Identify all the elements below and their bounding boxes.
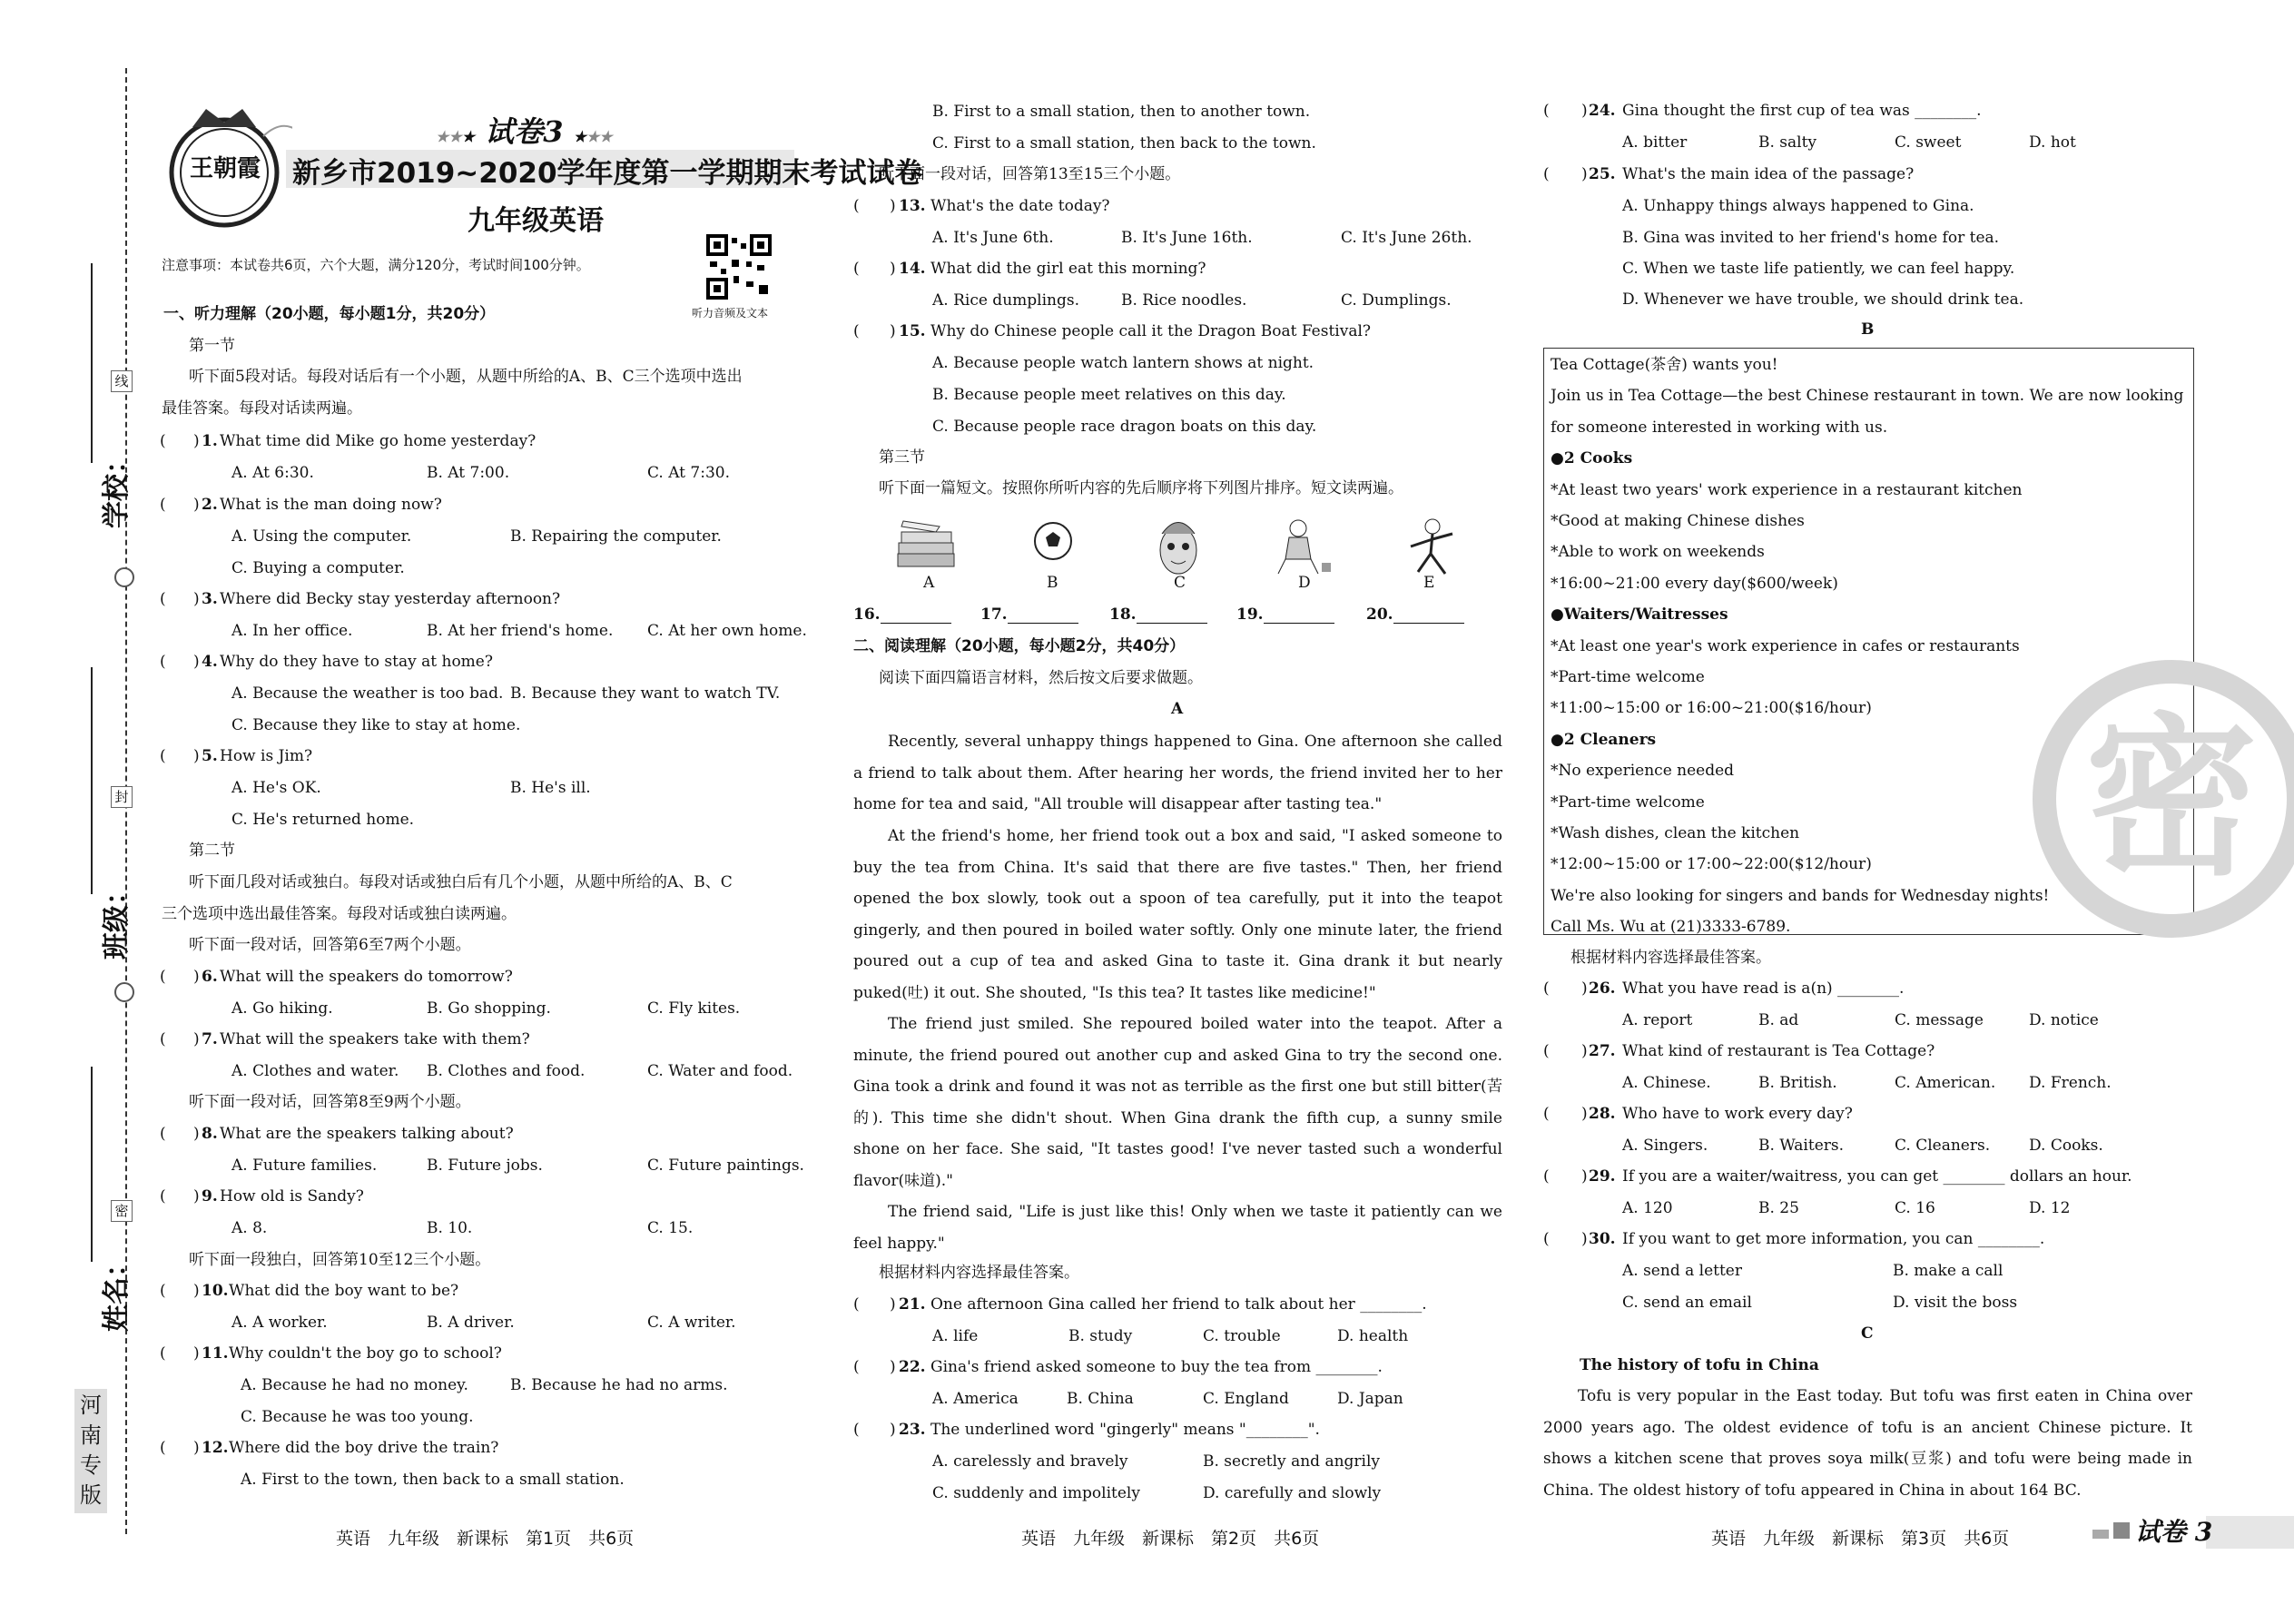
picture-football: [1030, 516, 1076, 569]
question-number: 27.: [1589, 1042, 1616, 1060]
answer-option[interactable]: C. message: [1895, 1011, 1984, 1029]
answer-bracket-close: ): [193, 747, 200, 765]
order-blank[interactable]: [881, 623, 951, 624]
question-number: 30.: [1589, 1230, 1616, 1248]
star-icon: ★: [599, 128, 613, 145]
answer-option[interactable]: D. notice: [2029, 1011, 2099, 1029]
question-text: What did the girl eat this morning?: [930, 260, 1206, 278]
answer-option[interactable]: A. Unhappy things always happened to Gina.: [1622, 197, 1974, 215]
ad-line: *12:00~15:00 or 17:00~22:00($12/hour): [1551, 855, 1872, 874]
answer-bracket-open[interactable]: (: [160, 1187, 166, 1206]
answer-bracket-open[interactable]: (: [1543, 165, 1550, 183]
page-footer-1: 英语 九年级 新课标 第1页 共6页: [336, 1529, 635, 1549]
passage-paragraph: The friend said, "Life is just like this! Only when we taste it patiently can we feel happy.": [853, 1203, 1502, 1253]
answer-option[interactable]: B. Gina was invited to her friend's home for tea.: [1622, 229, 2000, 247]
answer-bracket-close: ): [193, 590, 200, 608]
section2-heading: 二、阅读理解（20小题，每小题2分，共40分）: [853, 637, 1186, 655]
question-text: Gina thought the first cup of tea was ________.: [1622, 102, 1982, 120]
answer-option[interactable]: D. visit the boss: [1893, 1294, 2018, 1312]
passage-label: A: [1171, 700, 1184, 718]
question-text: What did the boy want to be?: [229, 1282, 459, 1300]
answer-option[interactable]: D. 12: [2029, 1199, 2071, 1217]
ad-line: ●Waiters/Waitresses: [1551, 605, 1728, 625]
ad-line: *Wash dishes, clean the kitchen: [1551, 824, 1800, 842]
answer-bracket-close: ): [193, 1125, 200, 1143]
answer-option[interactable]: D. hot: [2029, 133, 2076, 152]
answer-option[interactable]: A. 8.: [231, 1219, 268, 1237]
edition-char: 专: [80, 1452, 102, 1478]
answer-bracket-open[interactable]: (: [160, 968, 166, 986]
answer-option[interactable]: B. It's June 16th.: [1121, 229, 1253, 247]
answer-bracket-open[interactable]: (: [160, 1125, 166, 1143]
answer-option[interactable]: C. Because people race dragon boats on this day.: [932, 418, 1317, 436]
question-text: What you have read is a(n) ________.: [1622, 979, 1905, 998]
passage-title: The history of tofu in China: [1580, 1356, 1819, 1374]
order-number: 17.: [980, 605, 1008, 624]
listening-sub-instruction: 听下面一段独白，回答第10至12三个小题。: [189, 1251, 491, 1269]
answer-option[interactable]: A. report: [1622, 1011, 1693, 1029]
question-number: 21.: [899, 1295, 926, 1314]
question-text: If you want to get more information, you can ________.: [1622, 1230, 2045, 1248]
order-blank[interactable]: [1137, 623, 1207, 624]
ad-line: ●2 Cooks: [1551, 449, 1633, 468]
answer-option[interactable]: A. First to the town, then back to a small station.: [241, 1471, 625, 1489]
edition-char: 南: [80, 1422, 102, 1448]
answer-bracket-close: ): [193, 653, 200, 671]
question-text: Why couldn't the boy go to school?: [229, 1344, 502, 1363]
answer-bracket-open[interactable]: (: [160, 1282, 166, 1300]
answer-bracket-close: ): [1581, 1167, 1588, 1186]
football-icon: [1030, 516, 1076, 566]
question-text: What will the speakers do tomorrow?: [220, 968, 513, 986]
answer-bracket-close: ): [193, 432, 200, 450]
answer-option[interactable]: C. Buying a computer.: [231, 559, 405, 577]
answer-bracket-open[interactable]: (: [1543, 102, 1550, 120]
answer-option[interactable]: A. 120: [1622, 1199, 1673, 1217]
order-blank[interactable]: [1264, 623, 1334, 624]
page-footer-3: 英语 九年级 新课标 第3页 共6页: [1711, 1529, 2010, 1549]
picture-letter: C: [1174, 574, 1186, 592]
answer-option[interactable]: B. China: [1067, 1390, 1134, 1408]
question-number: 22.: [899, 1358, 926, 1376]
answer-option[interactable]: B. He's ill.: [510, 779, 591, 797]
answer-option[interactable]: A. He's OK.: [231, 779, 321, 797]
answer-option[interactable]: B. ad: [1758, 1011, 1799, 1029]
passage-paragraph: At the friend's home, her friend took out a box and said, "I asked someone to buy the tea from China. It's said that there are five tastes." Then, her friend opened the box slowly, took out a spoon of tea carefully, put it into the teapot gingerly, and then poured in boiled water softly. Only one minute later, the friend poured out a cup of tea and asked Gina to taste it. Gina drank it but nearly puked(吐) it out. She shouted, "Is this tea? It tastes like medicine!": [853, 827, 1502, 1002]
exam-notes: 注意事项：本试卷共6页，六个大题，满分120分，考试时间100分钟。: [162, 257, 590, 273]
question-number: 24.: [1589, 102, 1616, 120]
star-icon: ★: [573, 128, 586, 145]
binding-mark-line: 线: [111, 370, 133, 392]
star-icon: ★: [448, 128, 462, 145]
answer-option[interactable]: D. Cooks.: [2029, 1137, 2103, 1155]
question-text: Who have to work every day?: [1622, 1105, 1853, 1123]
part3-instructions: 听下面一篇短文。按照你所听内容的先后顺序将下列图片排序。短文读两遍。: [879, 479, 1403, 497]
answer-bracket-close: ): [193, 496, 200, 514]
question-number: 4.: [202, 653, 218, 671]
corner-label-text: 试卷: [2135, 1517, 2187, 1547]
answer-bracket-open[interactable]: (: [853, 197, 860, 215]
answer-option[interactable]: C. Because they like to stay at home.: [231, 716, 521, 734]
question-text: What kind of restaurant is Tea Cottage?: [1622, 1042, 1935, 1060]
question-number: 8.: [202, 1125, 218, 1143]
ad-line: *16:00~21:00 every day($600/week): [1551, 574, 1838, 593]
section1-heading: 一、听力理解（20小题，每小题1分，共20分）: [163, 305, 496, 323]
corner-bar: [2206, 1516, 2294, 1549]
answer-bracket-open[interactable]: (: [853, 1358, 860, 1376]
question-text: The underlined word "gingerly" means "________".: [930, 1421, 1320, 1439]
answer-option[interactable]: B. 10.: [427, 1219, 473, 1237]
answer-bracket-open[interactable]: (: [1543, 1167, 1550, 1186]
ad-line: *11:00~15:00 or 16:00~21:00($16/hour): [1551, 699, 1872, 718]
part2-instructions-cont: 三个选项中选出最佳答案。每段对话或独白读两遍。: [162, 905, 517, 923]
answer-option[interactable]: C. trouble: [1203, 1327, 1281, 1345]
question-number: 7.: [202, 1030, 218, 1048]
ad-line: *Part-time welcome: [1551, 668, 1705, 686]
answer-bracket-close: ): [193, 1187, 200, 1206]
page-footer-2: 英语 九年级 新课标 第2页 共6页: [1021, 1529, 1320, 1549]
answer-option[interactable]: C. At her own home.: [647, 622, 807, 640]
passage-label: B: [1861, 320, 1875, 339]
answer-option[interactable]: C. 15.: [647, 1219, 694, 1237]
answer-option[interactable]: B. make a call: [1893, 1262, 2004, 1280]
question-number: 12.: [202, 1439, 229, 1457]
listening-sub-instruction: 听下面一段对话，回答第8至9两个小题。: [189, 1093, 471, 1111]
passage-paragraph: Recently, several unhappy things happened to Gina. One afternoon she called a friend to talk about them. After hearing her words, the friend invited her to her home for tea and said, "All trouble will disappear after tasting tea.": [853, 733, 1502, 814]
answer-bracket-open[interactable]: (: [853, 1421, 860, 1439]
question-number: 29.: [1589, 1167, 1616, 1186]
man-sitting-icon: [1271, 516, 1339, 579]
part1-instructions: 听下面5段对话。每段对话后有一个小题，从题中所给的A、B、C三个选项中选出: [189, 368, 743, 386]
question-text: How old is Sandy?: [220, 1187, 364, 1206]
answer-option[interactable]: B. At her friend's home.: [427, 622, 614, 640]
answer-option[interactable]: B. Go shopping.: [427, 999, 551, 1018]
ad-line: *At least two years' work experience in a restaurant kitchen: [1551, 480, 2023, 499]
answer-option[interactable]: C. England: [1203, 1390, 1289, 1408]
choose-instruction: 根据材料内容选择最佳答案。: [879, 1264, 1079, 1282]
question-number: 13.: [899, 197, 926, 215]
ad-line: *No experience needed: [1551, 762, 1735, 781]
confidential-watermark: [2026, 654, 2294, 944]
part1-instructions-cont: 最佳答案。每段对话读两遍。: [162, 399, 362, 418]
answer-option[interactable]: A. Because the weather is too bad.: [231, 684, 504, 703]
answer-option[interactable]: A. Using the computer.: [231, 527, 412, 546]
question-text: One afternoon Gina called her friend to talk about her ________.: [930, 1295, 1427, 1314]
order-number: 19.: [1236, 605, 1264, 624]
answer-bracket-close: ): [890, 322, 896, 340]
answer-bracket-open[interactable]: (: [1543, 1230, 1550, 1248]
answer-option[interactable]: D. Whenever we have trouble, we should drink tea.: [1622, 290, 2024, 309]
answer-bracket-open[interactable]: (: [160, 1439, 166, 1457]
edition-char: 河: [80, 1393, 102, 1418]
question-text: What's the date today?: [930, 197, 1110, 215]
question-text: Where did the boy drive the train?: [229, 1439, 499, 1457]
answer-bracket-close: ): [1581, 1042, 1588, 1060]
passage-label: C: [1861, 1324, 1874, 1343]
answer-option[interactable]: A. It's June 6th.: [932, 229, 1054, 247]
question-number: 5.: [202, 747, 218, 765]
answer-option[interactable]: B. Repairing the computer.: [510, 527, 722, 546]
question-number: 14.: [899, 260, 926, 278]
answer-option[interactable]: D. health: [1337, 1327, 1409, 1345]
question-text: What's the main idea of the passage?: [1622, 165, 1915, 183]
picture-books: [894, 516, 958, 576]
answer-option[interactable]: C. 16: [1895, 1199, 1935, 1217]
question-number: 15.: [899, 322, 926, 340]
binding-mark-secret: 密: [111, 1200, 133, 1222]
paper-number-label: [436, 109, 613, 151]
answer-bracket-close: ): [193, 1282, 200, 1300]
binding-mark-seal: 封: [111, 786, 133, 808]
question-text: What will the speakers take with them?: [220, 1030, 530, 1048]
answer-option[interactable]: C. It's June 26th.: [1341, 229, 1472, 247]
answer-bracket-close: ): [193, 1439, 200, 1457]
answer-option[interactable]: C. American.: [1895, 1074, 1996, 1092]
question-number: 1.: [202, 432, 218, 450]
answer-bracket-open[interactable]: (: [1543, 1042, 1550, 1060]
answer-option[interactable]: A. In her office.: [231, 622, 353, 640]
ad-line: *Part-time welcome: [1551, 792, 1705, 812]
listening-sub-instruction: 听下面一段对话，回答第6至7两个小题。: [189, 936, 471, 954]
answer-option[interactable]: B. At 7:00.: [427, 464, 510, 482]
answer-option[interactable]: A. send a letter: [1622, 1262, 1742, 1280]
answer-option[interactable]: B. British.: [1758, 1074, 1837, 1092]
name-label: 姓名：: [101, 1250, 133, 1332]
answer-bracket-close: ): [890, 1421, 896, 1439]
order-number: 16.: [853, 605, 881, 624]
answer-option[interactable]: C. send an email: [1622, 1294, 1752, 1312]
answer-option[interactable]: C. Because he was too young.: [241, 1408, 474, 1426]
answer-option[interactable]: A. Because he had no money.: [241, 1376, 468, 1394]
question-text: What are the speakers talking about?: [220, 1125, 514, 1143]
qr-caption: 听力音频及文本: [692, 307, 769, 320]
answer-option[interactable]: A. Chinese.: [1622, 1074, 1711, 1092]
answer-option[interactable]: C. Fly kites.: [647, 999, 741, 1018]
opera-mask-icon: [1151, 516, 1206, 579]
edition-char: 版: [80, 1482, 102, 1508]
answer-bracket-close: ): [193, 1030, 200, 1048]
question-number: 2.: [202, 496, 218, 514]
answer-bracket-open[interactable]: (: [853, 1295, 860, 1314]
question-number: 11.: [202, 1344, 229, 1363]
answer-option[interactable]: C. First to a small station, then back to the town.: [932, 134, 1316, 153]
part2-instructions: 听下面几段对话或独白。每段对话或独白后有几个小题，从题中所给的A、B、C: [189, 873, 733, 891]
question-number: 10.: [202, 1282, 229, 1300]
answer-bracket-close: ): [1581, 1230, 1588, 1248]
answer-option[interactable]: C. Dumplings.: [1341, 291, 1452, 310]
watermark-char: 密: [2084, 698, 2259, 899]
answer-bracket-close: ): [1581, 979, 1588, 998]
answer-option[interactable]: C. suddenly and impolitely: [932, 1484, 1140, 1502]
answer-bracket-close: ): [890, 1295, 896, 1314]
answer-option[interactable]: B. Because he had no arms.: [510, 1376, 728, 1394]
answer-option[interactable]: B. Rice noodles.: [1121, 291, 1247, 310]
listening-sub-instruction: 听下面一段对话，回答第13至15三个小题。: [879, 165, 1181, 183]
answer-bracket-close: ): [1581, 165, 1588, 183]
answer-option[interactable]: B. Because people meet relatives on this day.: [932, 386, 1286, 404]
question-number: 3.: [202, 590, 218, 608]
answer-option[interactable]: C. At 7:30.: [647, 464, 731, 482]
ad-line: Join us in Tea Cottage—the best Chinese restaurant in town. We are now looking: [1551, 387, 2184, 406]
question-text: How is Jim?: [220, 747, 313, 765]
exam-title: 新乡市2019~2020学年度第一学期期末考试试卷: [292, 157, 923, 190]
paper-label: 试卷: [485, 114, 544, 149]
corner-deco: [2113, 1522, 2130, 1539]
answer-option[interactable]: C. A writer.: [647, 1314, 736, 1332]
corner-number: 3: [2194, 1517, 2213, 1547]
answer-bracket-close: ): [1581, 102, 1588, 120]
answer-bracket-close: ): [890, 197, 896, 215]
answer-bracket-open[interactable]: (: [160, 1030, 166, 1048]
answer-option[interactable]: C. When we taste life patiently, we can feel happy.: [1622, 260, 2015, 278]
answer-option[interactable]: D. carefully and slowly: [1203, 1484, 1382, 1502]
binding-hole: [114, 567, 134, 587]
answer-option[interactable]: A. A worker.: [231, 1314, 328, 1332]
answer-option[interactable]: B. study: [1068, 1327, 1133, 1345]
part3-heading: 第三节: [879, 448, 925, 467]
answer-option[interactable]: D. French.: [2029, 1074, 2112, 1092]
ad-line: Tea Cottage(茶舍) wants you!: [1551, 356, 1778, 374]
order-number: 20.: [1366, 605, 1393, 624]
choose-instruction: 根据材料内容选择最佳答案。: [1570, 949, 1771, 967]
logo-text: 王朝霞: [189, 155, 261, 182]
edition-tag: [74, 1389, 107, 1513]
answer-option[interactable]: A. America: [932, 1390, 1019, 1408]
books-icon: [894, 516, 958, 572]
answer-option[interactable]: B. Future jobs.: [427, 1156, 543, 1175]
question-number: 26.: [1589, 979, 1616, 998]
answer-bracket-open[interactable]: (: [160, 653, 166, 671]
ad-line: We're also looking for singers and bands for Wednesday nights!: [1551, 886, 2050, 905]
answer-bracket-close: ): [890, 260, 896, 278]
class-line: [91, 667, 93, 894]
question-number: 23.: [899, 1421, 926, 1439]
answer-option[interactable]: B. Waiters.: [1758, 1137, 1845, 1155]
answer-bracket-close: ): [1581, 1105, 1588, 1123]
answer-option[interactable]: A. life: [932, 1327, 979, 1345]
answer-option[interactable]: A. Future families.: [231, 1156, 378, 1175]
answer-option[interactable]: B. 25: [1758, 1199, 1799, 1217]
answer-bracket-open[interactable]: (: [853, 260, 860, 278]
picture-letter: B: [1047, 574, 1058, 592]
answer-bracket-close: ): [890, 1358, 896, 1376]
answer-bracket-open[interactable]: (: [853, 322, 860, 340]
answer-option[interactable]: A. Because people watch lantern shows at night.: [932, 354, 1314, 372]
corner-deco: [2092, 1530, 2109, 1539]
picture-letter: D: [1298, 574, 1311, 592]
question-text: Where did Becky stay yesterday afternoon?: [220, 590, 561, 608]
section2-instructions: 阅读下面四篇语言材料，然后按文后要求做题。: [879, 669, 1203, 687]
answer-option[interactable]: C. Future paintings.: [647, 1156, 804, 1175]
answer-option[interactable]: C. sweet: [1895, 133, 1962, 152]
question-text: Why do they have to stay at home?: [220, 653, 493, 671]
answer-option[interactable]: A. Go hiking.: [231, 999, 333, 1018]
question-number: 28.: [1589, 1105, 1616, 1123]
order-blank[interactable]: [1393, 623, 1464, 624]
name-line: [91, 1067, 93, 1262]
answer-bracket-open[interactable]: (: [1543, 979, 1550, 998]
school-label: 学校：: [101, 447, 133, 528]
answer-option[interactable]: B. Clothes and food.: [427, 1062, 586, 1080]
answer-bracket-open[interactable]: (: [160, 590, 166, 608]
answer-bracket-open[interactable]: (: [160, 1344, 166, 1363]
answer-option[interactable]: B. Because they want to watch TV.: [510, 684, 781, 703]
part2-heading: 第二节: [189, 842, 235, 860]
order-number: 18.: [1109, 605, 1137, 624]
question-text: What time did Mike go home yesterday?: [220, 432, 537, 450]
ad-line: *Good at making Chinese dishes: [1551, 512, 1805, 530]
answer-option[interactable]: A. Rice dumplings.: [932, 291, 1079, 310]
ad-line: *At least one year's work experience in cafes or restaurants: [1551, 636, 2020, 655]
answer-bracket-open[interactable]: (: [160, 747, 166, 765]
answer-option[interactable]: B. A driver.: [427, 1314, 515, 1332]
class-label: 班级：: [101, 878, 133, 960]
question-number: 25.: [1589, 165, 1616, 183]
passage-paragraph: The friend just smiled. She repoured boiled water into the teapot. After a minute, the friend poured out another cup and asked Gina to try the second one. Gina took a drink and found it was not as terrible as the first one but still bitter(苦的). This time she didn't shout. When Gina drank the fifth cup, a sunny smile shone on her face. She said, "It tastes good! I've never tasted such a wonderful flavor(味道).": [853, 1015, 1502, 1190]
answer-option[interactable]: A. Clothes and water.: [231, 1062, 399, 1080]
answer-bracket-close: ): [193, 968, 200, 986]
answer-option[interactable]: A. Singers.: [1622, 1137, 1708, 1155]
school-line: [91, 263, 93, 463]
answer-option[interactable]: D. Japan: [1337, 1390, 1403, 1408]
answer-option[interactable]: A. At 6:30.: [231, 464, 314, 482]
star-icon: ★: [586, 128, 600, 145]
question-text: Why do Chinese people call it the Dragon Boat Festival?: [930, 322, 1372, 340]
part1-heading: 第一节: [189, 337, 235, 355]
question-text: Gina's friend asked someone to buy the tea from ________.: [930, 1358, 1383, 1376]
binding-hole: [114, 982, 134, 1002]
question-text: If you are a waiter/waitress, you can get ________ dollars an hour.: [1622, 1167, 2132, 1186]
picture-letter: E: [1423, 574, 1435, 592]
answer-bracket-open[interactable]: (: [160, 432, 166, 450]
answer-bracket-open[interactable]: (: [160, 496, 166, 514]
answer-option[interactable]: C. Water and food.: [647, 1062, 793, 1080]
passage-paragraph: Tofu is very popular in the East today. But tofu was first eaten in China over 2000 years ago. The oldest evidence of tofu is an ancient Chinese picture. It shows a kitchen scene that proves soya milk(豆浆) and tofu were being made in China. The oldest history of tofu appeared in China in about 164 BC.: [1543, 1387, 2192, 1500]
answer-option[interactable]: B. salty: [1758, 133, 1817, 152]
star-icon: ★: [461, 128, 476, 145]
qr-code[interactable]: [706, 234, 772, 300]
answer-option[interactable]: B. First to a small station, then to another town.: [932, 103, 1311, 121]
question-number: 9.: [202, 1187, 218, 1206]
question-number: 6.: [202, 968, 218, 986]
order-blank[interactable]: [1008, 623, 1078, 624]
answer-option[interactable]: B. secretly and angrily: [1203, 1452, 1381, 1471]
answer-option[interactable]: C. Cleaners.: [1895, 1137, 1991, 1155]
kungfu-icon: [1398, 516, 1462, 579]
answer-option[interactable]: A. bitter: [1622, 133, 1688, 152]
paper-number: 3: [543, 114, 564, 149]
ad-line: *Able to work on weekends: [1551, 543, 1765, 562]
question-text: What is the man doing now?: [220, 496, 442, 514]
answer-option[interactable]: C. He's returned home.: [231, 811, 415, 829]
corner-label: [2135, 1512, 2212, 1549]
answer-option[interactable]: A. carelessly and bravely: [932, 1452, 1128, 1471]
ad-line: for someone interested in working with us.: [1551, 418, 1888, 437]
ad-line: ●2 Cleaners: [1551, 730, 1657, 749]
answer-bracket-close: ): [193, 1344, 200, 1363]
picture-letter: A: [923, 574, 935, 592]
ad-line: Call Ms. Wu at (21)3333-6789.: [1551, 918, 1791, 937]
answer-bracket-open[interactable]: (: [1543, 1105, 1550, 1123]
subject-title: 九年级英语: [468, 205, 604, 237]
star-icon: ★: [436, 128, 449, 145]
